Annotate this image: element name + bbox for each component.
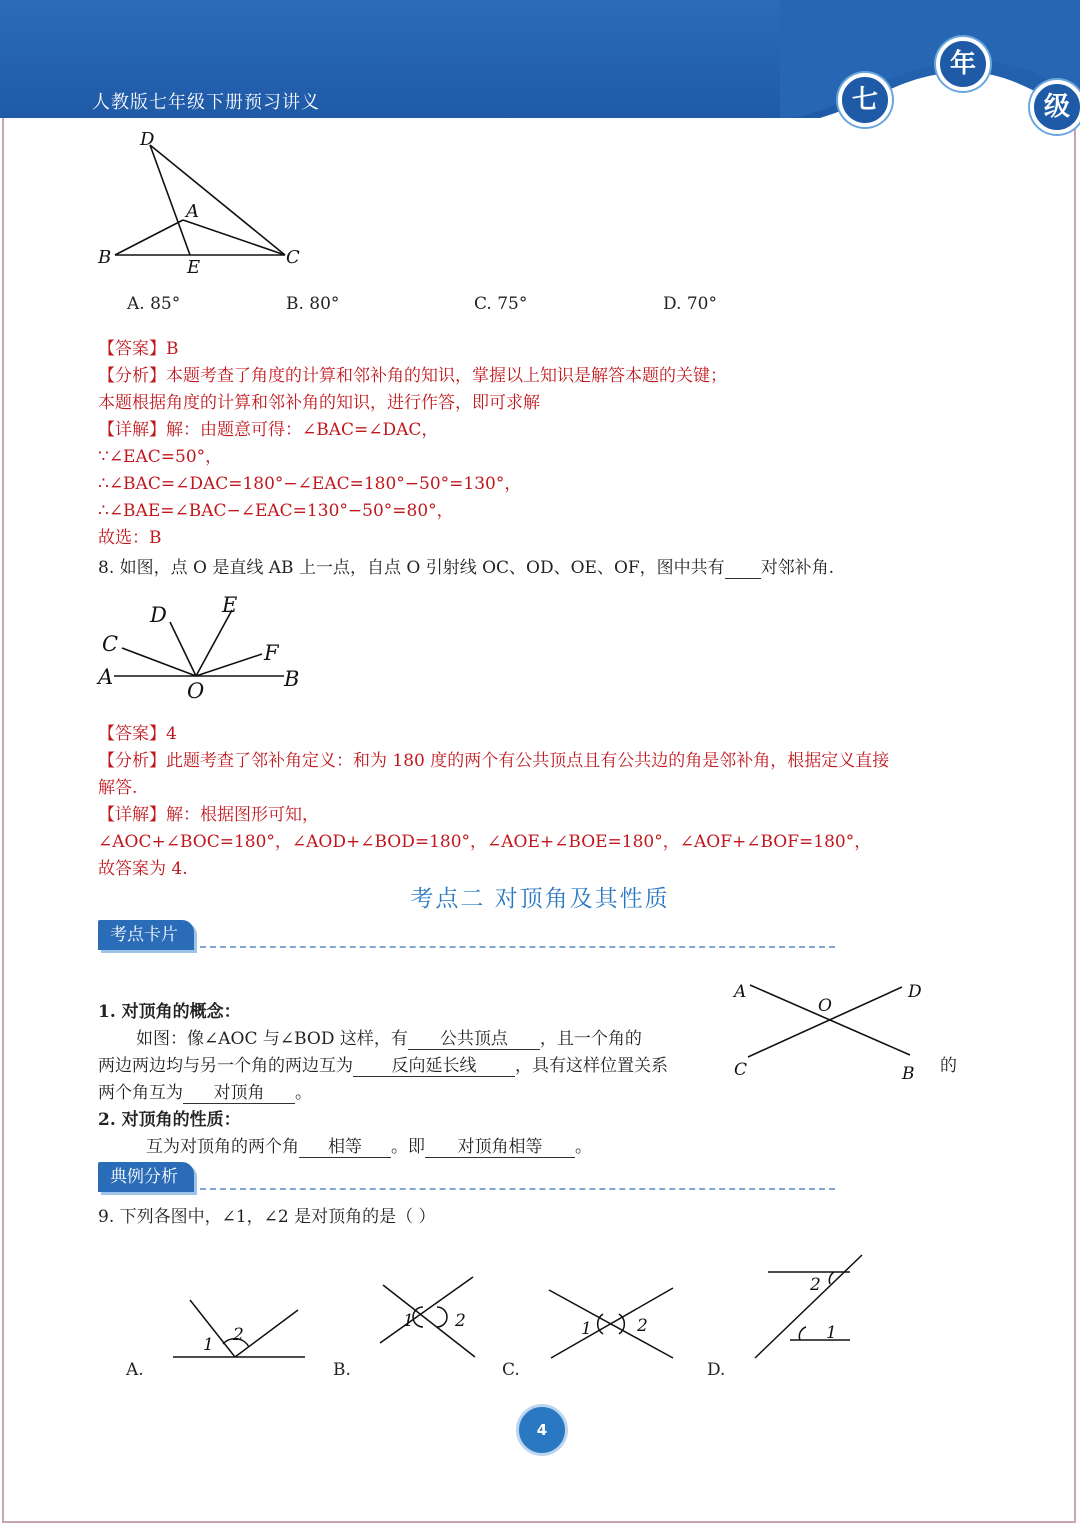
q9-figure-c — [545, 1280, 680, 1365]
vertical-angles-figure — [728, 975, 938, 1085]
q9a-angle-1: 1 — [203, 1335, 214, 1355]
q8-stem — [98, 553, 834, 579]
card-divider — [200, 946, 835, 948]
q8-label-f: F — [264, 641, 279, 665]
q9-option-c: C. — [502, 1360, 520, 1380]
fig-label-c: C — [734, 1060, 748, 1080]
concept-heading: 1. 对顶角的概念： — [98, 1002, 241, 1022]
q9-option-b: B. — [333, 1360, 351, 1380]
q7-label-b: B — [98, 247, 112, 268]
concept-line3-text: 两个角互为 — [98, 1083, 183, 1103]
q9-figure-a — [165, 1290, 315, 1365]
q7-triangle-figure — [90, 125, 320, 280]
fig-label-d: D — [908, 982, 922, 1002]
section2-title: 考点二 对顶角及其性质 — [410, 886, 670, 912]
q8-answer: 【答案】4 — [98, 724, 177, 744]
q7-detail-3: ∴∠BAC=∠DAC=180°−∠EAC=180°−50°=130°， — [98, 474, 522, 494]
q7-label-a: A — [186, 201, 199, 222]
grade-badge-ji: 级 — [1030, 80, 1080, 134]
q9d-angle-1: 1 — [826, 1323, 837, 1343]
q9b-angle-2: 2 — [455, 1311, 466, 1331]
property-blank-2: 对顶角相等 — [425, 1132, 575, 1158]
q9-figure-b — [375, 1275, 485, 1365]
q9a-angle-2: 2 — [233, 1325, 244, 1345]
property-mid: 。即 — [391, 1137, 425, 1157]
example-divider — [200, 1188, 835, 1190]
q7-analysis-2: 本题根据角度的计算和邻补角的知识，进行作答，即可求解 — [98, 393, 540, 413]
q7-label-e: E — [187, 257, 201, 278]
q8-analysis-1: 【分析】此题考查了邻补角定义：和为 180 度的两个有公共顶点且有公共边的角是邻补角，根据定义直接 — [98, 751, 890, 771]
concept-line1-text: 如图：像∠AOC 与∠BOD 这样，有 — [136, 1029, 408, 1049]
q7-label-d: D — [140, 129, 155, 150]
q8-stem-b: 对邻补角. — [760, 558, 835, 578]
concept-line2-text: 两边两边均与另一个角的两边互为 — [98, 1056, 353, 1076]
q7-detail-5: 故选：B — [98, 528, 162, 548]
q8-detail-2: ∠AOC+∠BOC=180°，∠AOD+∠BOD=180°，∠AOE+∠BOE=180°，∠AOF+∠BOF=180°， — [98, 832, 872, 852]
fig-label-b: B — [902, 1064, 915, 1084]
concept-blank-2: 反向延长线 — [353, 1051, 515, 1077]
q8-label-e: E — [222, 593, 238, 617]
q9c-angle-1: 1 — [581, 1319, 592, 1339]
q7-option-c: C. 75° — [474, 294, 528, 314]
q7-detail-2: ∵∠EAC=50°， — [98, 447, 223, 467]
property-line — [146, 1132, 592, 1158]
q8-label-a: A — [98, 665, 114, 689]
fig-label-a: A — [734, 982, 747, 1002]
q9-option-d: D. — [707, 1360, 726, 1380]
q8-analysis-2: 解答. — [98, 778, 138, 798]
q8-detail-3: 故答案为 4. — [98, 859, 188, 879]
q7-option-a: A. 85° — [127, 294, 181, 314]
q9d-angle-2: 2 — [810, 1275, 821, 1295]
q8-label-o: O — [187, 679, 205, 703]
card-label-kaodian: 考点卡片 — [98, 920, 194, 950]
q7-detail-4: ∴∠BAE=∠BAC−∠EAC=130°−50°=80°， — [98, 501, 454, 521]
q9-option-a: A. — [126, 1360, 144, 1380]
concept-blank-3: 对顶角 — [183, 1078, 295, 1104]
property-heading: 2. 对顶角的性质： — [98, 1110, 241, 1130]
property-text: 互为对顶角的两个角 — [146, 1137, 299, 1157]
header-title: 人教版七年级下册预习讲义 — [92, 92, 320, 113]
grade-badge-qi: 七 — [838, 73, 892, 127]
q8-detail-1: 【详解】解：根据图形可知， — [98, 805, 319, 825]
q9-stem: 9. 下列各图中，∠1，∠2 是对顶角的是（ ） — [98, 1207, 436, 1227]
property-end: 。 — [575, 1137, 592, 1157]
q8-label-b: B — [284, 667, 300, 691]
q9b-angle-1: 1 — [403, 1311, 414, 1331]
concept-line2-end: 的 — [940, 1056, 957, 1076]
q7-detail-1: 【详解】解：由题意可得：∠BAC=∠DAC， — [98, 420, 439, 440]
fig-label-o: O — [818, 996, 832, 1016]
concept-line-3 — [98, 1078, 312, 1104]
concept-blank-1: 公共顶点 — [408, 1024, 540, 1050]
q7-option-b: B. 80° — [286, 294, 340, 314]
q8-stem-a: 8. 如图，点 O 是直线 AB 上一点，自点 O 引射线 OC、OD、OE、OF，图中共有 — [98, 558, 725, 578]
q9c-angle-2: 2 — [637, 1316, 648, 1336]
q9-figure-d — [750, 1250, 870, 1365]
q8-answer-blank — [725, 558, 761, 579]
property-blank-1: 相等 — [299, 1132, 391, 1158]
page-number: 4 — [516, 1404, 568, 1456]
q8-label-c: C — [102, 632, 119, 656]
concept-line-2 — [98, 1051, 668, 1077]
q8-rays-figure — [92, 588, 312, 703]
concept-line3-tail: 。 — [295, 1083, 312, 1103]
page-header — [0, 0, 1080, 118]
concept-line-1 — [136, 1024, 642, 1050]
q7-answer: 【答案】B — [98, 339, 179, 359]
q7-option-d: D. 70° — [663, 294, 717, 314]
concept-line2-tail: ，具有这样位置关系 — [515, 1056, 668, 1076]
q7-label-c: C — [286, 247, 300, 268]
grade-badge-nian: 年 — [936, 37, 990, 91]
concept-line1-tail: ，且一个角的 — [539, 1029, 642, 1049]
q7-analysis-1: 【分析】本题考查了角度的计算和邻补角的知识，掌握以上知识是解答本题的关键； — [98, 366, 727, 386]
card-label-dianli: 典例分析 — [98, 1162, 194, 1192]
q8-label-d: D — [150, 603, 167, 627]
